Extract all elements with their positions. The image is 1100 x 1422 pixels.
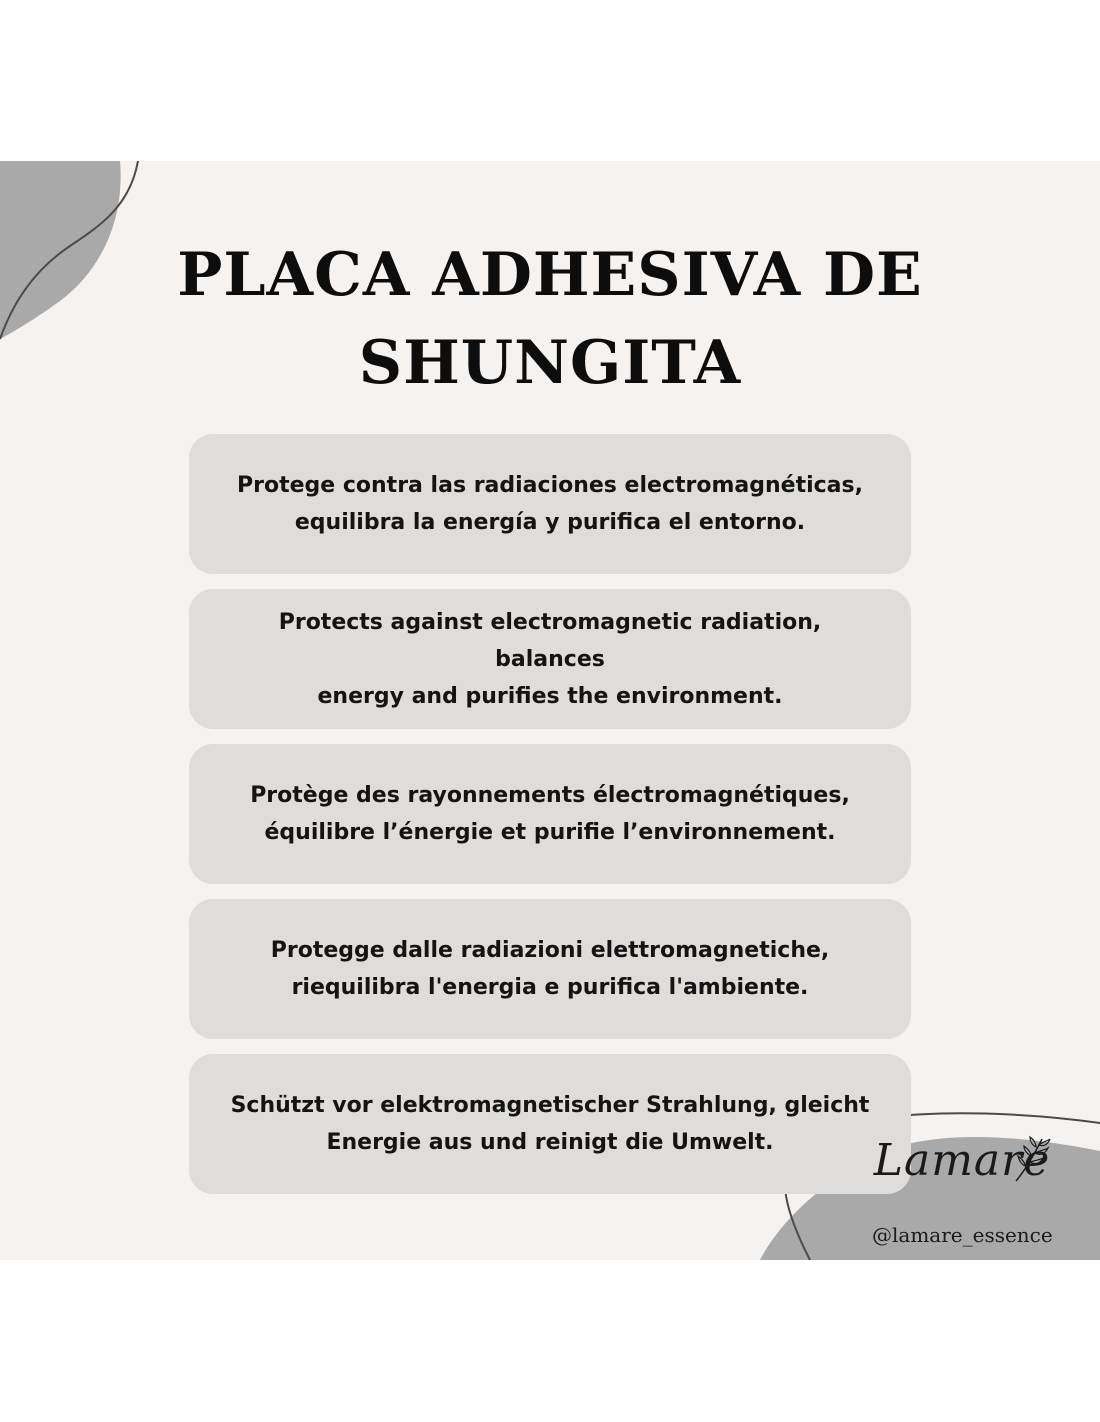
benefit-card-italian: [189, 899, 911, 1039]
instagram-handle[interactable]: @lamare_essence: [872, 1223, 1053, 1247]
benefit-card-french: [189, 744, 911, 884]
page-title: [0, 231, 1100, 407]
poster: [0, 161, 1100, 1260]
page-title-line-1: PLACA ADHESIVA DE: [177, 240, 923, 310]
benefit-text-spanish: Protege contra las radiaciones electromagnéticas, equilibra la energía y purifica el entorno.: [237, 473, 863, 535]
page-title-line-2: SHUNGITA: [358, 328, 742, 398]
benefit-text-english: Protects against electromagnetic radiation, balances energy and purifies the environment.: [278, 609, 822, 709]
benefit-card-list: [189, 434, 911, 1209]
benefit-card-english: [189, 589, 911, 729]
benefit-card-german: [189, 1054, 911, 1194]
brand-logo: [862, 1131, 1062, 1191]
benefit-text-german: Schützt vor elektromagnetischer Strahlung, gleicht Energie aus und reinigt die Umwelt.: [230, 1093, 870, 1155]
benefit-text-italian: Protegge dalle radiazioni elettromagnetiche, riequilibra l'energia e purifica l'ambiente.: [270, 938, 830, 1000]
brand-logo-text: Lamare: [873, 1135, 1051, 1186]
leaf-branch-icon: [1012, 1135, 1052, 1185]
benefit-card-spanish: [189, 434, 911, 574]
benefit-text-french: Protège des rayonnements électromagnétiques, équilibre l’énergie et purifie l’environnement.: [250, 783, 850, 845]
